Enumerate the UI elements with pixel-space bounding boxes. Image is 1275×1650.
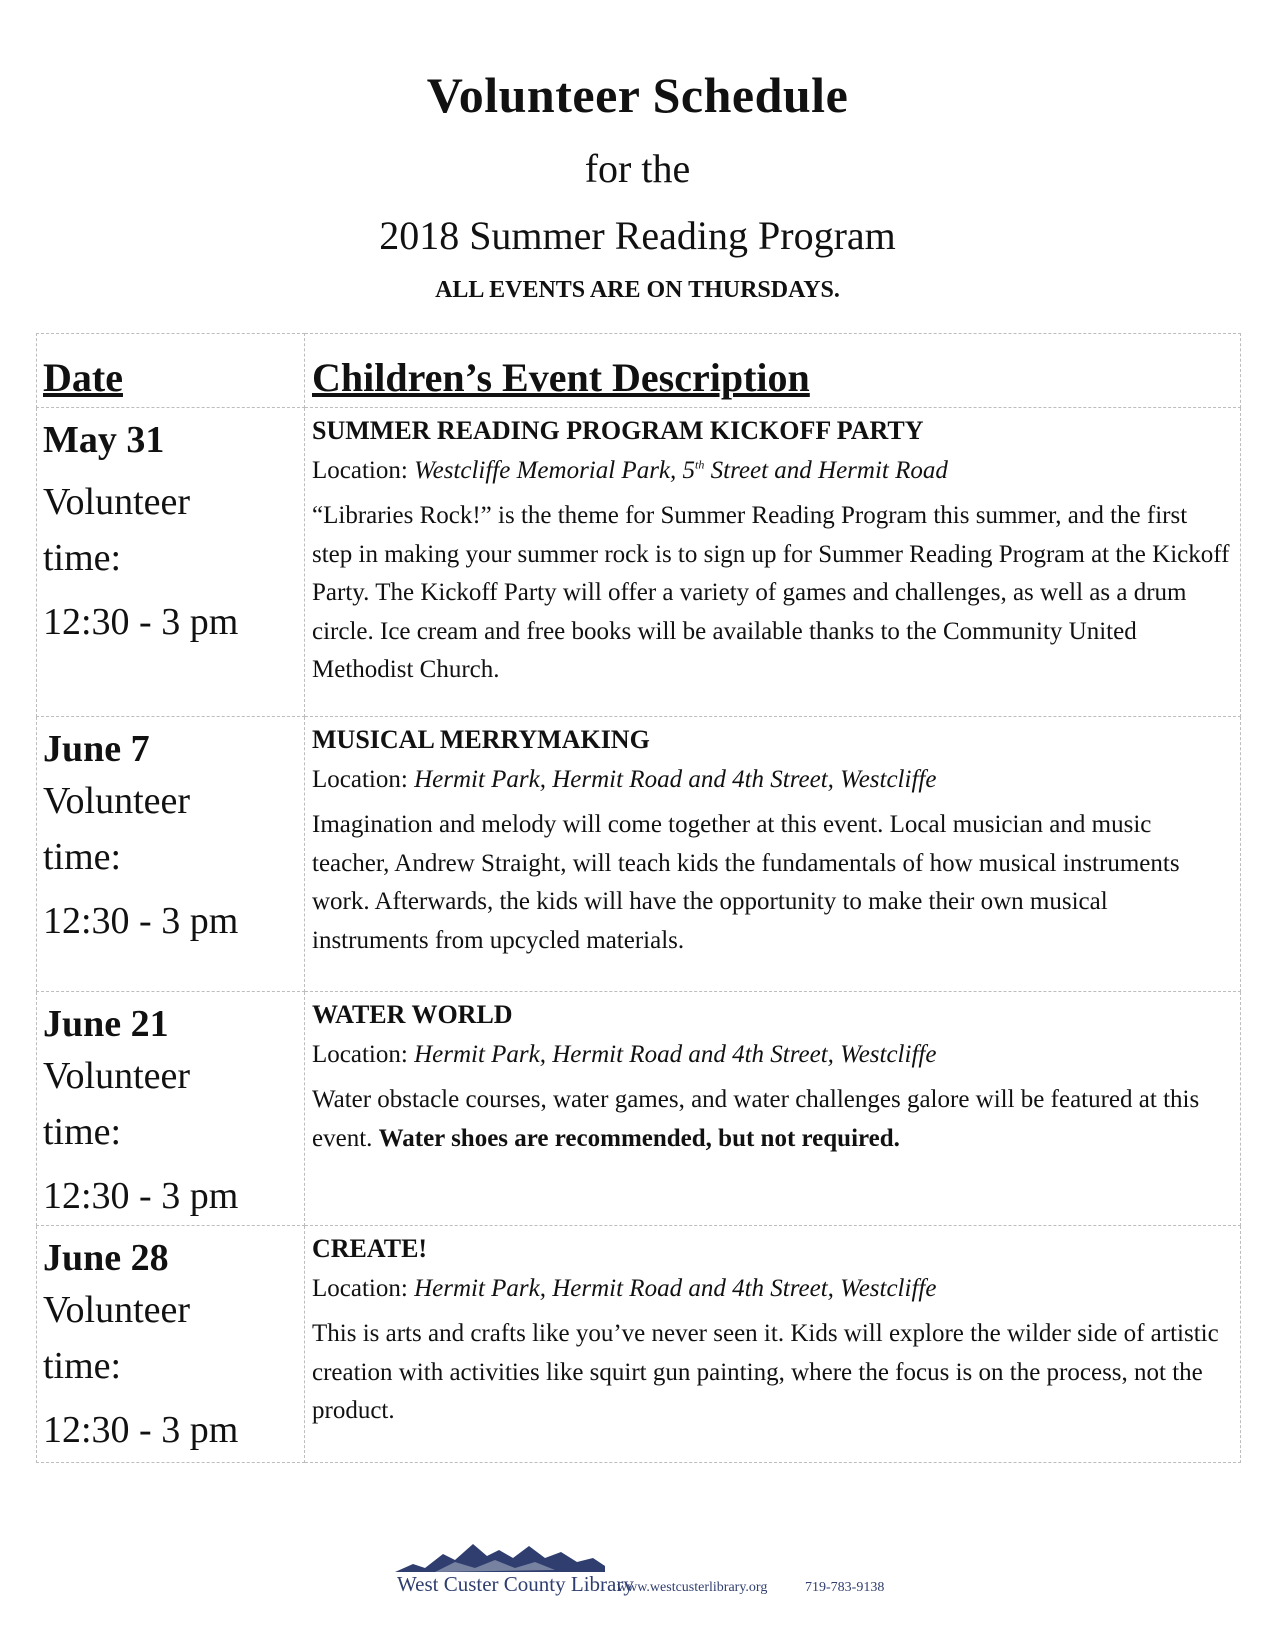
mountain-range-icon	[395, 1538, 605, 1574]
event-location: Location: Hermit Park, Hermit Road and 4th Street, Westcliffe	[312, 1041, 937, 1068]
volunteer-time-label: time:	[43, 537, 122, 579]
table-row	[37, 408, 1241, 717]
event-date: June 7	[43, 728, 150, 770]
subtitle-thursdays: ALL EVENTS ARE ON THURSDAYS.	[435, 277, 840, 303]
event-title: CREATE!	[312, 1234, 428, 1263]
schedule-table	[36, 333, 1241, 1463]
volunteer-label: Volunteer	[43, 780, 191, 822]
volunteer-time: 12:30 - 3 pm	[43, 1175, 239, 1217]
volunteer-label: Volunteer	[43, 481, 191, 523]
event-description: This is arts and crafts like you’ve never seen it. Kids will explore the wilder side of artistic creation with activities like squirt gun painting, where the focus is on the process, not the product.	[312, 1320, 1219, 1424]
event-description: “Libraries Rock!” is the theme for Summer Reading Program this summer, and the first step in making your summer rock is to sign up for Summer Reading Program at the Kickoff Party. The Kickoff Party will offer a variety of games and challenges, as well as a drum circle. Ice cream and free books will be available thanks to the Community United Methodist Church.	[312, 502, 1230, 683]
volunteer-time-label: time:	[43, 1111, 122, 1153]
library-website: www.westcusterlibrary.org	[617, 1580, 768, 1595]
column-header-date: Date	[43, 355, 123, 400]
footer-logo	[395, 1538, 895, 1608]
volunteer-time: 12:30 - 3 pm	[43, 1409, 239, 1451]
event-location: Location: Hermit Park, Hermit Road and 4th Street, Westcliffe	[312, 766, 937, 793]
volunteer-label: Volunteer	[43, 1289, 191, 1331]
event-title: MUSICAL MERRYMAKING	[312, 725, 650, 754]
event-location: Location: Hermit Park, Hermit Road and 4th Street, Westcliffe	[312, 1275, 937, 1302]
event-date: June 21	[43, 1003, 169, 1045]
table-row	[37, 1226, 1241, 1463]
event-description: Imagination and melody will come together at this event. Local musician and music teacher, Andrew Straight, will teach kids the fundamentals of how musical instruments work. Afterwards, the kids will have the opportunity to make their own musical instruments from upcycled materials.	[312, 811, 1180, 954]
event-description: Water obstacle courses, water games, and water challenges galore will be featured at this event. Water shoes are recommended, but not required.	[312, 1086, 1200, 1152]
column-header-description: Children’s Event Description	[312, 355, 810, 400]
library-name: West Custer County Library	[397, 1572, 634, 1596]
page-title: Volunteer Schedule	[426, 67, 849, 123]
table-row	[37, 717, 1241, 992]
volunteer-label: Volunteer	[43, 1055, 191, 1097]
volunteer-time-label: time:	[43, 1345, 122, 1387]
event-note-bold: Water shoes are recommended, but not required.	[378, 1124, 900, 1152]
event-title: SUMMER READING PROGRAM KICKOFF PARTY	[312, 416, 924, 445]
subtitle-for-the: for the	[584, 146, 691, 191]
volunteer-time-label: time:	[43, 836, 122, 878]
table-header-row	[37, 334, 1241, 408]
event-date: May 31	[43, 419, 165, 461]
event-location: Location: Westcliffe Memorial Park, 5th Street and Hermit Road	[312, 457, 948, 484]
subtitle-program: 2018 Summer Reading Program	[379, 213, 896, 258]
event-title: WATER WORLD	[312, 1000, 513, 1029]
table-row	[37, 992, 1241, 1226]
volunteer-time: 12:30 - 3 pm	[43, 900, 239, 942]
library-phone: 719-783-9138	[805, 1580, 885, 1595]
volunteer-time: 12:30 - 3 pm	[43, 601, 239, 643]
event-date: June 28	[43, 1237, 169, 1279]
